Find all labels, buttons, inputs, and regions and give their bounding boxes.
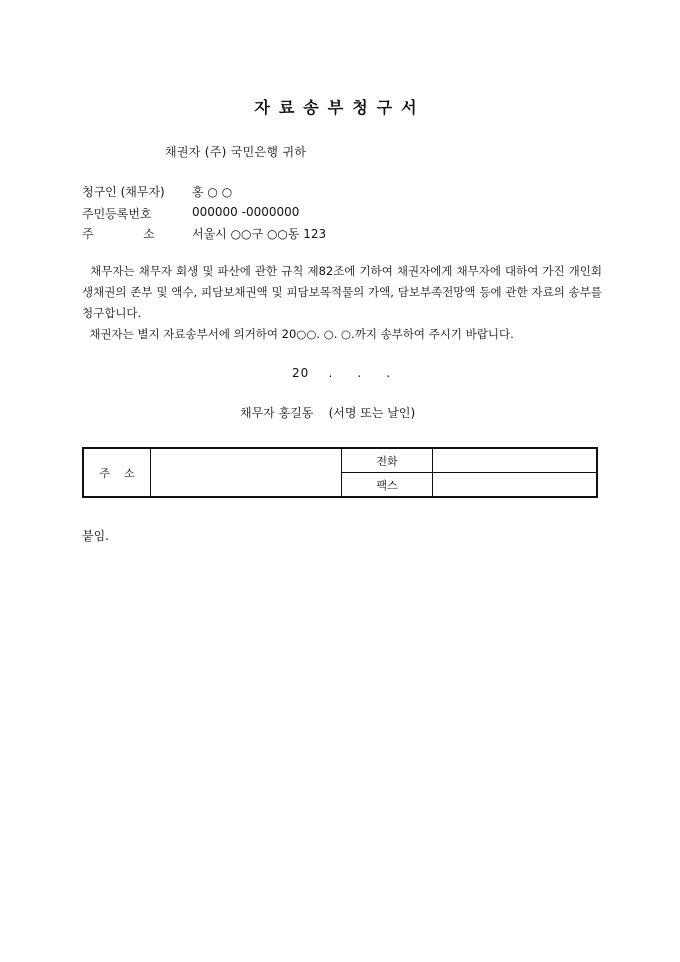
contact-table [82, 447, 598, 498]
attachment-note: 붙임. [82, 529, 109, 543]
address-cell-value [151, 448, 342, 497]
phone-cell-label: 전화 [342, 448, 433, 473]
signature-line: 채무자 홍길동 (서명 또는 날인) [240, 406, 416, 420]
date-line: 20 . . . [292, 366, 392, 380]
document-title: 자료송부청구서 [254, 98, 426, 117]
fax-cell-value [433, 473, 598, 498]
resident-number-value: 000000 -0000000 [192, 205, 300, 219]
body-paragraph-1: 채무자는 채무자 회생 및 파산에 관한 규칙 제82조에 기하여 채권자에게 채무자에 대하여 가진 개인회생채권의 존부 및 액수, 피담보채권액 및 피담보목적물의 가액, 담보부족전망액 등에 관한 자료의 송부를 청구합니다. [82, 264, 606, 320]
addressee-line: 채권자 (주) 국민은행 귀하 [165, 145, 307, 159]
claimant-label: 청구인 (채무자) [82, 185, 165, 199]
fax-cell-label: 팩스 [342, 473, 433, 498]
address-label: 주 소 [82, 227, 155, 241]
body-text [82, 261, 606, 345]
address-value: 서울시 ○○구 ○○동 123 [192, 227, 327, 241]
claimant-value: 홍 ○ ○ [192, 185, 233, 199]
resident-number-label: 주민등록번호 [82, 207, 152, 221]
phone-cell-value [433, 448, 598, 473]
table-row [83, 448, 597, 473]
body-paragraph-2: 채권자는 별지 자료송부서에 의거하여 20○○. ○. ○.까지 송부하여 주시기 바랍니다. [82, 327, 514, 341]
address-cell-label: 주 소 [83, 448, 151, 497]
